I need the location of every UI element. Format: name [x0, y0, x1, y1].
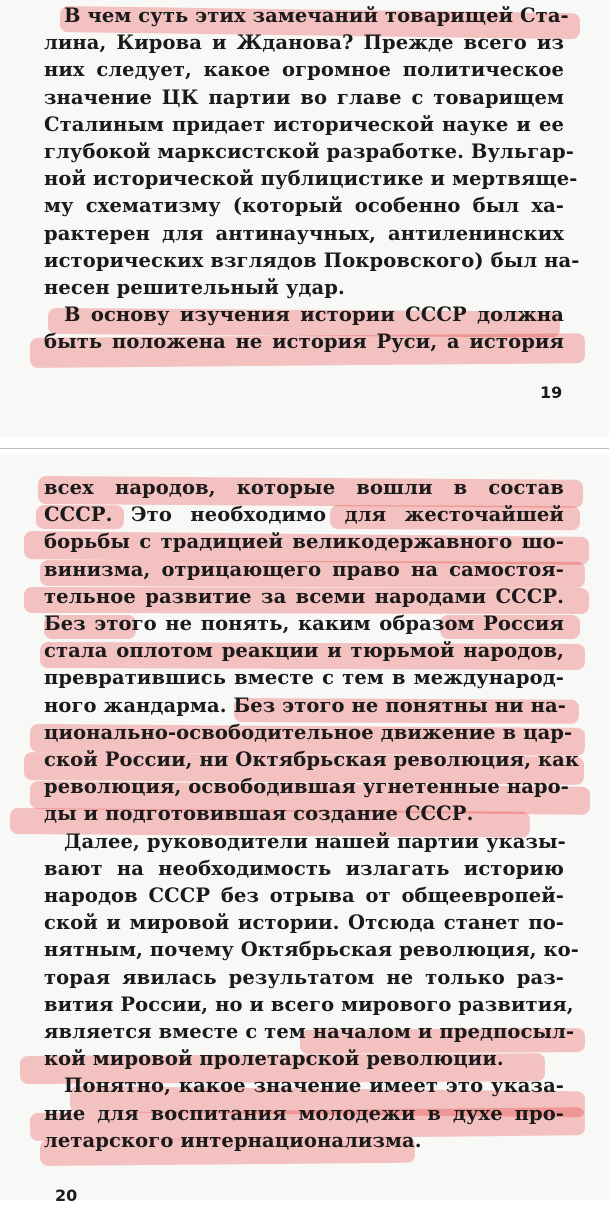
- text-line: народов СССР без отрыва от общеевропей-: [44, 884, 564, 908]
- text-line: тельное развитие за всеми народами СССР.: [44, 584, 564, 608]
- text-line: винизма, отрицающего право на самостоя-: [44, 557, 564, 581]
- page-bottom-text: [44, 474, 580, 1154]
- text-line: Без этого не понять, каким образом Россия: [44, 612, 564, 636]
- page-number: 19: [540, 383, 563, 402]
- text-line: борьбы с традицией великодержавного шо-: [44, 530, 564, 554]
- text-line: рактерен для антинаучных, антиленинских: [44, 221, 564, 245]
- page-separator: [0, 437, 609, 455]
- text-line: ционально-освободительное движение в цар-: [44, 720, 573, 744]
- text-line: быть положена не история Руси, а история: [44, 330, 564, 354]
- page-top-text: [44, 2, 580, 356]
- text-line: ние для воспитания молодежи в духе про-: [44, 1101, 564, 1125]
- text-line: вития России, но и всего мирового развития,: [44, 992, 574, 1016]
- text-line: ды и подготовившая создание СССР.: [44, 802, 474, 826]
- text-line: стала оплотом реакции и тюрьмой народов,: [44, 639, 564, 663]
- text-line: является вместе с тем началом и предпосыл-: [44, 1020, 575, 1044]
- text-line: кой мировой пролетарской революции.: [44, 1047, 504, 1071]
- text-line: ской России, ни Октябрьская революция, как: [44, 748, 580, 772]
- page-divider: [0, 448, 609, 449]
- text-line: несен решительный удар.: [44, 276, 345, 300]
- text-line: революция, освободившая угнетенные наро-: [44, 775, 569, 799]
- text-line: летарского интернационализма.: [44, 1128, 422, 1152]
- text-line: В основу изучения истории СССР должна: [64, 303, 564, 327]
- text-line: В чем суть этих замечаний товарищей Ста-: [64, 4, 569, 27]
- text-line: Далее, руководители нашей партии указы-: [64, 829, 566, 853]
- text-line: СССР. Это необходимо для жесточайшей: [44, 503, 564, 527]
- text-line: ной исторической публицистике и мертвяще-: [44, 167, 578, 191]
- text-line: нятным, почему Октябрьская революция, ко-: [44, 938, 579, 962]
- text-line: торая явилась результатом не только раз-: [44, 965, 564, 989]
- text-line: них следует, какое огромное политическое: [44, 58, 564, 82]
- text-line: лина, Кирова и Жданова? Прежде всего из: [44, 31, 564, 55]
- text-line: Понятно, какое значение имеет это указа-: [64, 1074, 564, 1098]
- text-line: значение ЦК партии во главе с товарищем: [44, 85, 564, 109]
- text-line: исторических взглядов Покровского) был на-: [44, 248, 580, 272]
- text-line: глубокой марксистской разработке. Вульгар-: [44, 140, 574, 164]
- text-line: всех народов, которые вошли в состав: [44, 476, 564, 499]
- page-number: 20: [55, 1186, 78, 1205]
- text-line: вают на необходимость излагать историю: [44, 856, 564, 880]
- text-line: превратившись вместе с тем в международ-: [44, 666, 564, 690]
- text-line: Сталиным придает исторической науке и ее: [44, 112, 564, 136]
- text-line: му схематизму (который особенно был ха-: [44, 194, 564, 218]
- text-line: ской и мировой истории. Отсюда станет по-: [44, 911, 564, 935]
- text-line: ного жандарма. Без этого не понятны ни на-: [44, 693, 566, 717]
